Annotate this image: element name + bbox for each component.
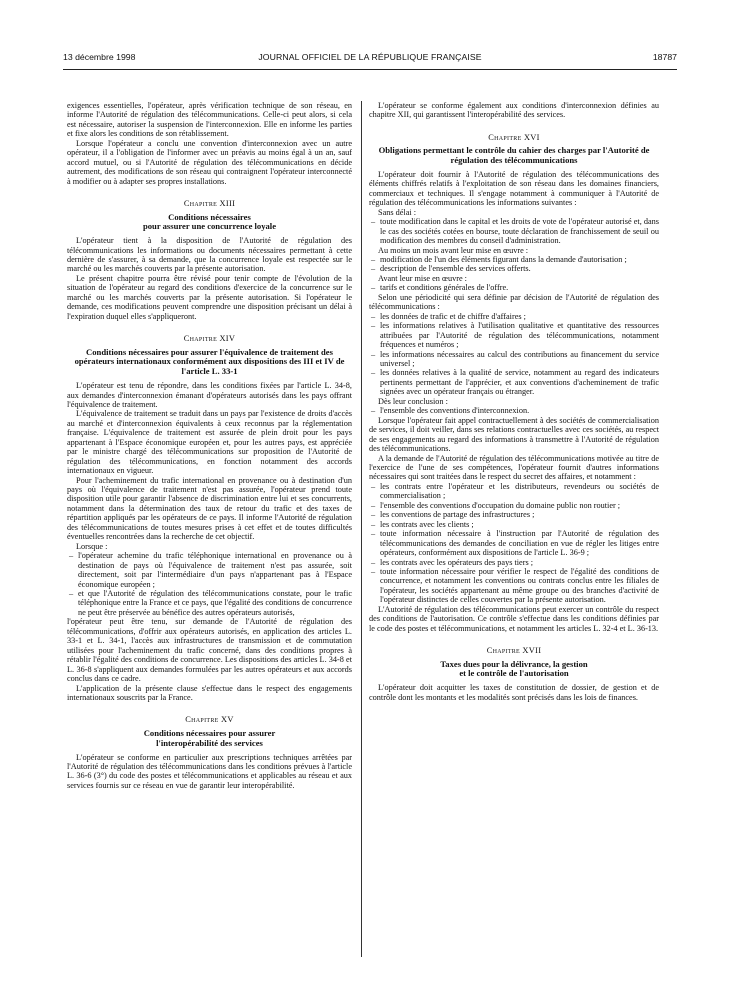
paragraph: Selon une périodicité qui sera définie par décision de l'Autorité de régulation des télécommunications : xyxy=(369,292,659,312)
paragraph: Dès leur conclusion : xyxy=(378,396,448,406)
chapter-title-line: et le contrôle de l'autorisation xyxy=(459,668,569,679)
chapter-heading xyxy=(67,199,352,208)
paragraph: L'opérateur doit fournir à l'Autorité de régulation des télécommunications des éléments chiffrés relatifs à l'exploitation de son réseau dans les domaines financiers, commerciaux et techniques. Il s'engage notamment à communiquer à l'Autorité de régulation des télécommunications les informations suivantes : xyxy=(369,169,659,208)
list-item: – les informations nécessaires au calcul des contributions au financement du service universel ; xyxy=(369,350,659,369)
header-date: 13 décembre 1998 xyxy=(63,52,136,62)
list-item: – les données relatives à la qualité de service, notamment au regard des indicateurs pertinents permettant de l'apprécier, et aux conventions d'acheminement de trafic signées avec un opérateur français ou étranger. xyxy=(369,368,659,396)
dash-list xyxy=(369,217,659,245)
list-item: – l'opérateur achemine du trafic téléphonique international en provenance ou à destination de pays où l'équivalence de traitement n'est pas assurée, soit directement, soit par l'intermédiaire d'un pays n'appartenant pas à l'Espace économique européen ; xyxy=(67,551,352,589)
paragraph: Au moins un mois avant leur mise en œuvre : xyxy=(378,245,529,255)
list-item: – toute modification dans le capital et les droits de vote de l'opérateur autorisé et, dans le cas des sociétés cotées en bourse, toute déclaration de franchissement de seuil ou modification des membres du conseil d'administration. xyxy=(369,217,659,245)
chapter-title: Obligations permettant le contrôle du cahier des charges par l'Autorité de régulation des télécommunications xyxy=(378,145,650,166)
dash-list xyxy=(369,482,659,605)
list-item: – tarifs et conditions générales de l'offre. xyxy=(369,283,659,292)
chapter-heading xyxy=(369,133,659,142)
paragraph: l'opérateur peut être tenu, sur demande de l'Autorité de régulation des télécommunications, d'offrir aux opérateurs autorisés, en application des articles L. 33-1 et L. 34-1, l'accès aux infrastructures de transmission et de commutation utilisées pour l'acheminement du trafic concerné, dans des conditions propres à rétablir l'égalité des conditions de concurrence. Les dispositions des articles L. 34-8 et L. 36-8 s'appliquent aux demandes formulées par les autres opérateurs et aux accords conclus dans ce cadre. xyxy=(67,617,352,684)
paragraph: L'opérateur tient à la disposition de l'Autorité de régulation des télécommunications les informations ou documents nécessaires permettant à cette dernière de s'assurer, à sa demande, que la concurrence loyale est respectée sur le marché ou les marchés couverts par la présente autorisation. xyxy=(67,236,352,274)
dash-list xyxy=(369,312,659,397)
paragraph: L'équivalence de traitement se traduit dans un pays par l'existence de droits d'accès au marché et d'interconnexion équivalents à ceux reconnus par la réglementation française. L'équivalence de traitement est assurée de plein droit pour les pays appartenant à l'Espace économique européen et, pour les autres pays, est appréciée par le ministre chargé des télécommunications sur proposition de l'Autorité de régulation des télécommunications, en fonction notamment des accords internationaux en vigueur. xyxy=(67,409,352,476)
list-item: – toute information nécessaire à l'instruction par l'Autorité de régulation des télécommunications des demandes de conciliation en vue de régler les litiges entre opérateurs, conformément aux dispositions de l'article L. 36-9 ; xyxy=(369,529,659,557)
list-item: – les données de trafic et de chiffre d'affaires ; xyxy=(369,312,659,321)
chapter-title-line: l'interopérabilité des services xyxy=(156,737,263,748)
list-item: – les contrats entre l'opérateur et les distributeurs, revendeurs ou sociétés de commercialisation ; xyxy=(369,482,659,501)
list-item: – description de l'ensemble des services offerts. xyxy=(369,264,659,273)
paragraph: L'Autorité de régulation des télécommunications peut exercer un contrôle du respect des conditions de l'autorisation. Ce contrôle s'effectue dans les conditions définies par le code des postes et télécommunications, et notamment les articles L. 32-4 et L. 36-13. xyxy=(369,604,659,633)
list-item: – toute information nécessaire pour vérifier le respect de l'égalité des conditions de concurrence, et notamment les conventions ou contrats conclus entre les filiales de l'opérateur, les sociétés appartenant au même groupe ou des branches d'activité de l'opérateur distinctes de celles couvertes par la présente autorisation. xyxy=(369,567,659,605)
chapter-number: Chapitre XVII xyxy=(486,646,542,656)
list-item: – modification de l'un des éléments figurant dans la demande d'autorisation ; xyxy=(369,255,659,264)
chapter-number: Chapitre XVI xyxy=(488,132,540,142)
chapter-title-line: Conditions nécessaires pour assurer xyxy=(143,727,276,738)
paragraph: L'opérateur se conforme en particulier aux prescriptions techniques arrêtées par l'Autorité de régulation des télécommunications dans les conditions prévues à l'article L. 36-6 (3°) du code des postes et télécommunications et applicables au réseau et aux services fournis sur ce réseau en vue de garantir leur interopérabilité. xyxy=(67,752,352,790)
paragraph: A la demande de l'Autorité de régulation des télécommunications motivée au titre de l'exercice de l'une de ses compétences, l'opérateur fournit d'autres informations nécessaires qui sont traitées dans le respect du secret des affaires, et notamment : xyxy=(369,453,659,482)
dash-list xyxy=(369,406,659,415)
chapter-title-line: Taxes dues pour la délivrance, la gestion xyxy=(440,658,588,669)
paragraph: Lorsque : xyxy=(76,541,108,551)
list-item: – et que l'Autorité de régulation des télécommunications constate, pour le trafic téléphonique entre la France et ce pays, que l'égalité des conditions de concurrence ne peut être préservée au bénéfice des autres opérateurs autorisés, xyxy=(67,589,352,617)
list-item: – les informations relatives à l'utilisation qualitative et quantitative des ressources attribuées par l'Autorité de régulation des télécommunications, notamment fréquences et numéros ; xyxy=(369,321,659,349)
paragraph: L'application de la présente clause s'effectue dans le respect des engagements internationaux souscrits par la France. xyxy=(67,683,352,702)
chapter-title-line: pour assurer une concurrence loyale xyxy=(142,221,277,232)
page-header xyxy=(63,52,677,66)
header-rule xyxy=(63,69,677,70)
list-item: – les conventions de partage des infrastructures ; xyxy=(369,510,659,519)
paragraph: Lorsque l'opérateur fait appel contractuellement à des sociétés de commercialisation de services, il doit veiller, dans ses relations contractuelles avec ces sociétés, au respect de ses engagements au regard des informations à transmettre à l'Autorité de régulation des télécommunications. xyxy=(369,415,659,454)
dash-list xyxy=(369,283,659,292)
left-column xyxy=(67,101,352,790)
paragraph: exigences essentielles, l'opérateur, après vérification technique de son réseau, en informe l'Autorité de régulation des télécommunications. Celle-ci peut alors, si cela est nécessaire, autoriser la suspension de l'interconnexion. Elle en informe les parties et fixe alors les conditions de son rétablissement. xyxy=(67,101,352,139)
chapter-number: Chapitre XIV xyxy=(183,334,236,344)
paragraph: Le présent chapitre pourra être révisé pour tenir compte de l'évolution de la situation de l'opérateur au regard des conditions d'exercice de la concurrence sur le marché ou les marchés couverts par la présente autorisation. Si l'opérateur le demande, ces modifications peuvent comprendre une disposition précisant un délai à l'expiration duquel elles s'appliqueront. xyxy=(67,273,352,321)
chapter-heading xyxy=(369,646,659,655)
paragraph: Avant leur mise en œuvre : xyxy=(378,273,467,283)
chapter-heading xyxy=(67,334,352,343)
chapter-number: Chapitre XV xyxy=(185,715,234,725)
paragraph: L'opérateur doit acquitter les taxes de constitution de dossier, de gestion et de contrôle dont les montants et les modalités sont précisés dans les lois de finances. xyxy=(369,683,659,702)
paragraph: Lorsque l'opérateur a conclu une convention d'interconnexion avec un autre opérateur, il a l'obligation de l'informer avec un préavis au moins égal à un an, sauf accord mutuel, ou si l'Autorité de régulation des télécommunications en décide autrement, des modifications de son réseau qui contraignent l'opérateur interconnecté à modifier ou à adapter ses propres installations. xyxy=(67,138,352,186)
right-column xyxy=(369,101,659,702)
dash-list xyxy=(67,551,352,617)
list-item: – l'ensemble des conventions d'occupation du domaine public non routier ; xyxy=(369,501,659,510)
chapter-title: Conditions nécessaires pour assurer l'équivalence de traitement des opérateurs internationaux conformément aux dispositions des III et IV de l'article L. 33-1 xyxy=(74,346,345,377)
paragraph: L'opérateur se conforme également aux conditions d'interconnexion définies au chapitre XII, qui garantissent l'interopérabilité des services. xyxy=(369,101,659,120)
dash-list xyxy=(369,255,659,274)
header-page-number: 18787 xyxy=(652,52,677,62)
list-item: – l'ensemble des conventions d'interconnexion. xyxy=(369,406,659,415)
list-item: – les contrats avec les opérateurs des pays tiers ; xyxy=(369,558,659,567)
list-item: – les contrats avec les clients ; xyxy=(369,520,659,529)
paragraph: L'opérateur est tenu de répondre, dans les conditions fixées par l'article L. 34-8, aux demandes d'interconnexion émanant d'opérateurs autorisés dans les pays offrant l'équivalence de traitement. xyxy=(67,381,352,409)
chapter-number: Chapitre XIII xyxy=(183,199,236,209)
chapter-title-line: Conditions nécessaires xyxy=(168,211,251,222)
chapter-heading xyxy=(67,715,352,724)
paragraph: Sans délai : xyxy=(378,207,417,217)
header-journal-title: JOURNAL OFFICIEL DE LA RÉPUBLIQUE FRANÇAISE xyxy=(258,52,482,62)
paragraph: Pour l'acheminement du trafic international en provenance ou à destination d'un pays où l'équivalence de traitement n'est pas assurée, l'opérateur prend toute disposition utile pour garantir l'absence de discrimination entre lui et ses concurrents, notamment dans la détermination des taux de retour du trafic et des taxes de répartition appliqués par les opérateurs de ce pays. Il informe l'Autorité de régulation des télécommunications de toutes mesures prises à cet effet et de toutes difficultés éventuelles rencontrées dans la recherche de cet objectif. xyxy=(67,475,352,542)
column-divider xyxy=(361,101,362,957)
